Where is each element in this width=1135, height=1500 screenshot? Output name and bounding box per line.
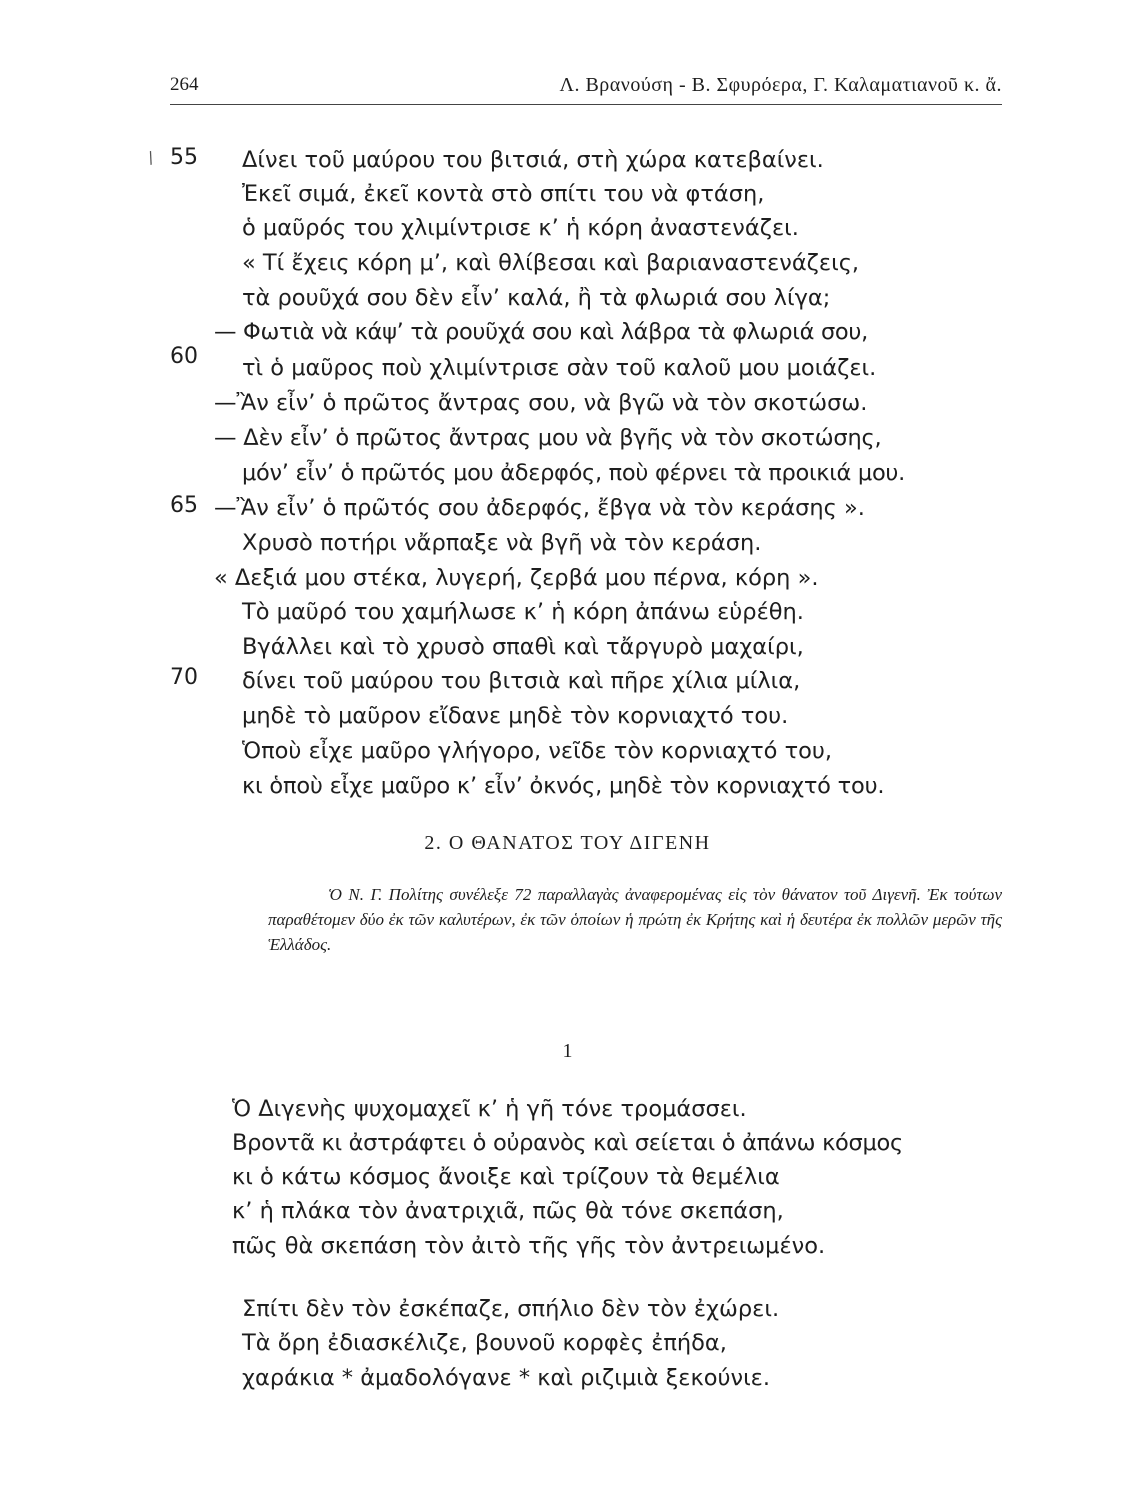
verse-line: —Ἂν εἶν’ ὁ πρῶτος ἄντρας σου, νὰ βγῶ νὰ τὸν σκοτώσω. [214,390,868,416]
verse-line: τὶ ὁ μαῦρος ποὺ χλιμίντρισε σὰν τοῦ καλοῦ μου μοιάζει. [242,355,877,381]
verse-line: κ’ ἡ πλάκα τὸν ἀνατριχιᾶ, πῶς θὰ τόνε σκεπάση, [232,1198,784,1224]
line-number: 60 [170,344,198,369]
verse-line: μόν’ εἶν’ ὁ πρῶτός μου ἀδερφός, ποὺ φέρνει τὰ προικιά μου. [242,460,905,486]
margin-pencil-mark: / [144,147,157,168]
verse-line: Βγάλλει καὶ τὸ χρυσὸ σπαθὶ καὶ τἄργυρὸ μαχαίρι, [242,634,804,660]
section-title: 2. Ο ΘΑΝΑΤΟΣ ΤΟΥ ΔΙΓΕΝΗ [424,832,711,854]
line-number: 65 [170,493,198,518]
line-number: 55 [170,145,198,170]
subsection-number: 1 [562,1040,573,1062]
section-introduction: Ὁ Ν. Γ. Πολίτης συνέλεξε 72 παραλλαγὰς ἀναφερομένας εἰς τὸν θάνατον τοῦ Διγενῆ. Ἐκ τούτων παραθέτομεν δύο ἐκ τῶν καλυτέρων, ἐκ τῶν ὁποίων ἡ πρώτη ἐκ Κρήτης καὶ ἡ δευτέρα ἐκ πολλῶν μερῶν τῆς Ἑλλάδος. [268,885,1002,954]
verse-line: τὰ ρουῦχά σου δὲν εἶν’ καλά, ἢ τὰ φλωριά σου λίγα; [242,285,831,311]
verse-line: Σπίτι δὲν τὸν ἐσκέπαζε, σπήλιο δὲν τὸν ἐχώρει. [242,1296,780,1322]
verse-line: κι ὁ κάτω κόσμος ἄνοιξε καὶ τρίζουν τὰ θεμέλια [232,1164,780,1190]
verse-line: Τὰ ὄρη ἐδιασκέλιζε, βουνοῦ κορφὲς ἐπήδα, [242,1330,727,1356]
page-number: 264 [170,74,199,95]
running-head-authors: Λ. Βρανούση - Β. Σφυρόερα, Γ. Καλαματιανοῦ κ. ἄ. [559,74,1002,96]
running-head [170,74,1002,105]
line-number: 70 [170,665,198,690]
verse-line: μηδὲ τὸ μαῦρον εἴδανε μηδὲ τὸν κορνιαχτό του. [242,703,789,729]
verse-line: —Ἂν εἶν’ ὁ πρῶτός σου ἀδερφός, ἔβγα νὰ τὸν κεράσης ». [214,495,865,521]
verse-line: « Δεξιά μου στέκα, λυγερή, ζερβά μου πέρνα, κόρη ». [214,565,819,591]
verse-line: Τὸ μαῦρό του χαμήλωσε κ’ ἡ κόρη ἀπάνω εὑρέθη. [242,599,804,625]
verse-line: — Φωτιὰ νὰ κάψ’ τὰ ρουῦχά σου καὶ λάβρα τὰ φλωριά σου, [214,319,868,345]
verse-line: κι ὁποὺ εἶχε μαῦρο κ’ εἶν’ ὀκνός, μηδὲ τὸν κορνιαχτό του. [242,773,885,799]
verse-line: Ὁποὺ εἶχε μαῦρο γλήγορο, νεῖδε τὸν κορνιαχτό του, [242,738,833,764]
verse-line: ὁ μαῦρός του χλιμίντρισε κ’ ἡ κόρη ἀναστενάζει. [242,215,799,241]
verse-line: Χρυσὸ ποτήρι νἄρπαξε νὰ βγῆ νὰ τὸν κεράση. [242,530,762,556]
verse-line: πῶς θὰ σκεπάση τὸν ἀιτὸ τῆς γῆς τὸν ἀντρειωμένο. [232,1233,826,1259]
verse-line: χαράκια * ἀμαδολόγανε * καὶ ριζιμιὰ ξεκούνιε. [242,1365,770,1391]
verse-line: Ἐκεῖ σιμά, ἐκεῖ κοντὰ στὸ σπίτι του νὰ φτάση, [242,181,765,207]
verse-line: « Τί ἔχεις κόρη μ’, καὶ θλίβεσαι καὶ βαριαναστενάζεις, [242,250,860,276]
verse-line: δίνει τοῦ μαύρου του βιτσιὰ καὶ πῆρε χίλια μίλια, [242,668,801,694]
verse-line: Ὁ Διγενὴς ψυχομαχεῖ κ’ ἡ γῆ τόνε τρομάσσει. [232,1096,747,1122]
verse-line: Δίνει τοῦ μαύρου του βιτσιά, στὴ χώρα κατεβαίνει. [242,147,824,173]
verse-line: Βροντᾶ κι ἀστράφτει ὁ οὐρανὸς καὶ σείεται ὁ ἀπάνω κόσμος [232,1130,903,1156]
verse-line: — Δὲν εἶν’ ὁ πρῶτος ἄντρας μου νὰ βγῆς νὰ τὸν σκοτώσης, [214,425,882,451]
